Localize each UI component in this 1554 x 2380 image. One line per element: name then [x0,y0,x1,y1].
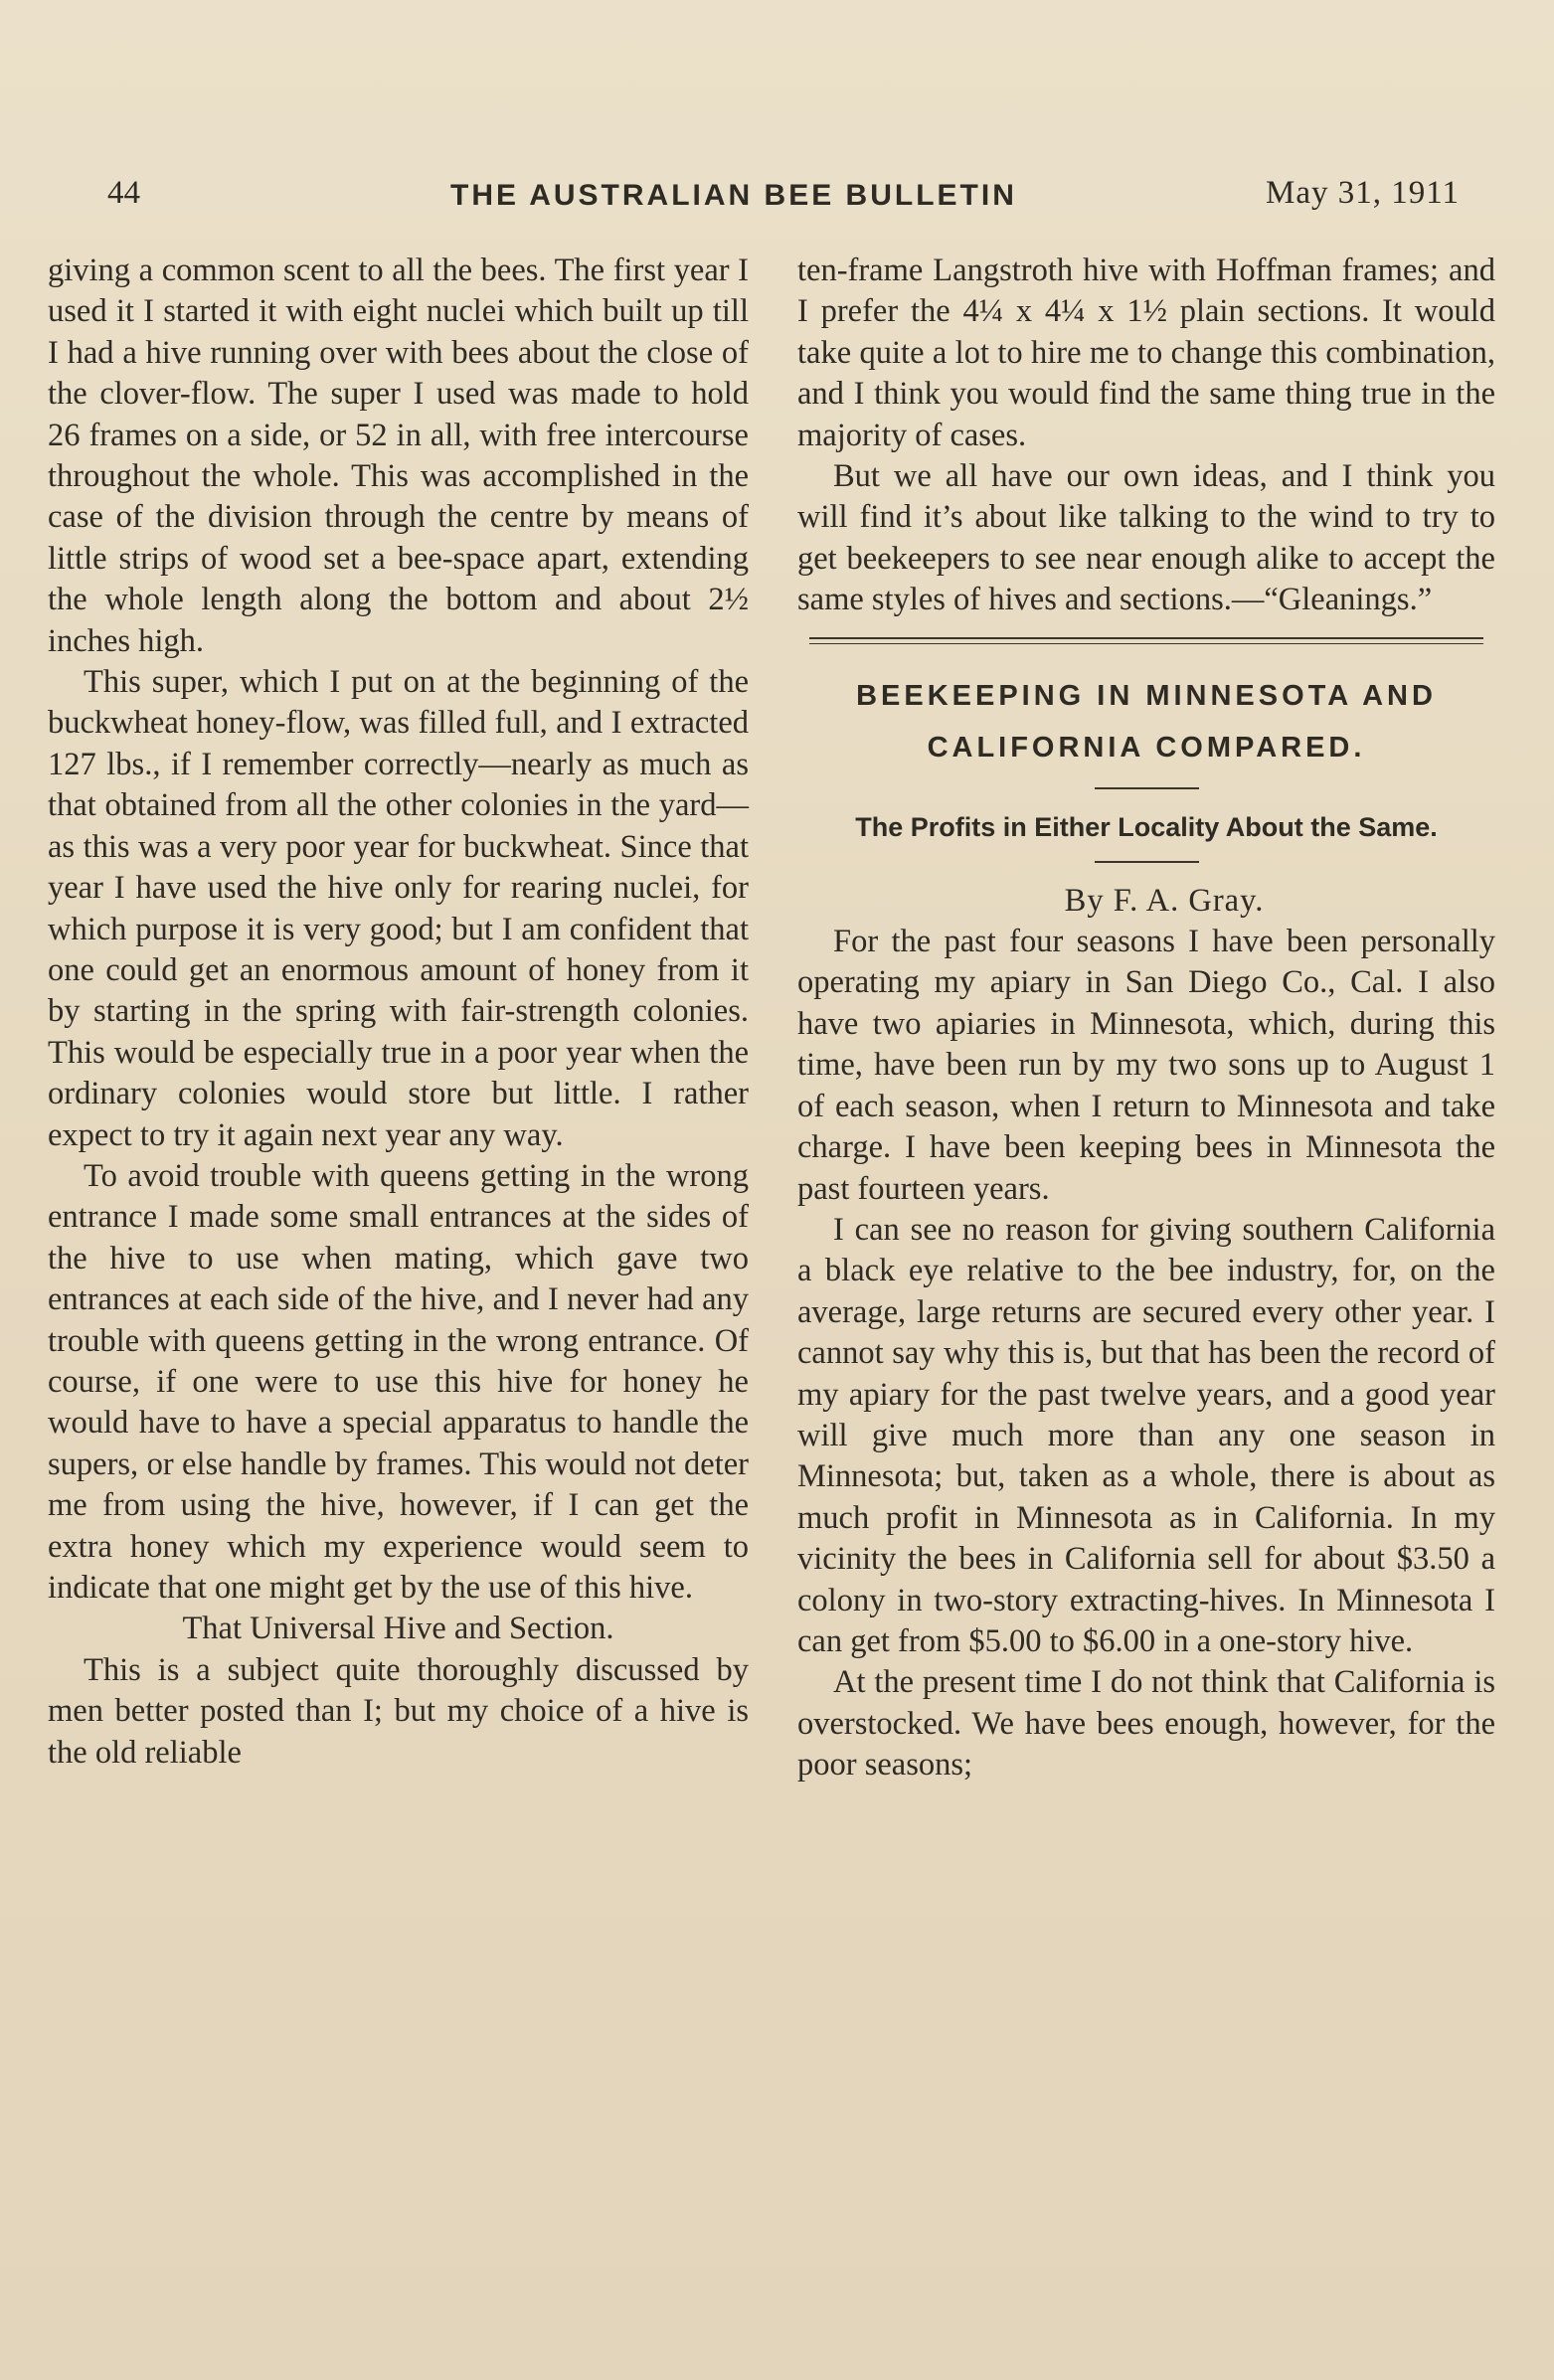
paragraph: giving a common scent to all the bees. The first year I used it I started it with eight nuclei which built up till I had a hive running over with bees about the close of the clover-flow. The super I used was made to hold 26 frames on a side, or 52 in all, with free intercourse throughout the whole. This was accomplished in the case of the division through the centre by means of little strips of wood set a bee-space apart, extending the whole length along the bottom and about 2½ inches high. [48,253,749,659]
byline: By F. A. Gray. [1064,882,1265,919]
section-divider [809,637,1483,639]
left-column [48,251,749,1774]
page-number: 44 [107,175,140,211]
issue-date: May 31, 1911 [1265,175,1460,211]
paragraph: To avoid trouble with queens getting in the wrong entrance I made some small entrances at the sides of the hive to use when mating, which gave two entrances at each side of the hive, and I never had any trouble with queens getting in the wrong entrance. Of course, if one were to use this hive for honey he would have to have a special apparatus to handle the supers, or else handle by frames. This would not deter me from using the hive, however, if I can get the extra honey which my experience would seem to indicate that one might get by the use of this hive. [48,1157,749,1606]
title-rule [1095,787,1199,789]
paragraph: For the past four seasons I have been personally operating my apiary in San Diego Co., Cal. I also have two apiaries in Minnesota, which, during this time, have been run by my two sons up to August 1 of each season, when I return to Minnesota and take charge. I have been keeping bees in Minnesota the past fourteen years. [797,924,1495,1207]
subtitle-rule [1095,861,1199,863]
paragraph: I can see no reason for giving southern California a black eye relative to the bee industry, for, on the average, large returns are secured every other year. I cannot say why this is, but that has been the record of my apiary for the past twelve years, and a good year will give much more than any one season in Minnesota; but, taken as a whole, there is about as much profit in Minnesota as in California. In my vicinity the bees in California sell for about $3.50 a colony in two-story extracting-hives. In Minnesota I can get from $5.00 to $6.00 in a one-story hive. [797,1211,1495,1659]
running-header [107,175,1460,225]
article-title: BEEKEEPING IN MINNESOTA AND CALIFORNIA COMPARED. [856,679,1437,764]
paragraph: At the present time I do not think that California is overstocked. We have bees enough, however, for the poor seasons; [797,1664,1495,1784]
paragraph: This super, which I put on at the beginning of the buckwheat honey-flow, was filled full, and I extracted 127 lbs., if I remember correctly—nearly as much as that obtained from all the other colonies in the yard—as this was a very poor year for buckwheat. Since that year I have used the hive only for rearing nuclei, for which purpose it is very good; but I am confident that one could get an enormous amount of honey from it by starting in the spring with fair-strength colonies. This would be especially true in a poor year when the ordinary colonies would store but little. I rather expect to try it again next year any way. [48,664,749,1153]
right-column [797,251,1495,1786]
section-divider-thin [809,643,1483,644]
article-subtitle: The Profits in Either Locality About the Same. [855,811,1438,842]
paragraph: This is a subject quite thoroughly discussed by men better posted than I; but my choice of a hive is the old reliable [48,1651,749,1771]
paragraph: But we all have our own ideas, and I think you will find it’s about like talking to the wind to try to get beekeepers to see near enough alike to accept the same styles of hives and sections.—“Gleanings.” [797,458,1495,618]
paragraph: ten-frame Langstroth hive with Hoffman frames; and I prefer the 4¼ x 4¼ x 1½ plain sections. It would take quite a lot to hire me to change this combination, and I think you would find the same thing true in the majority of cases. [797,253,1495,453]
section-subheading: That Universal Hive and Section. [182,1611,614,1647]
publication-title: THE AUSTRALIAN BEE BULLETIN [450,179,1017,212]
